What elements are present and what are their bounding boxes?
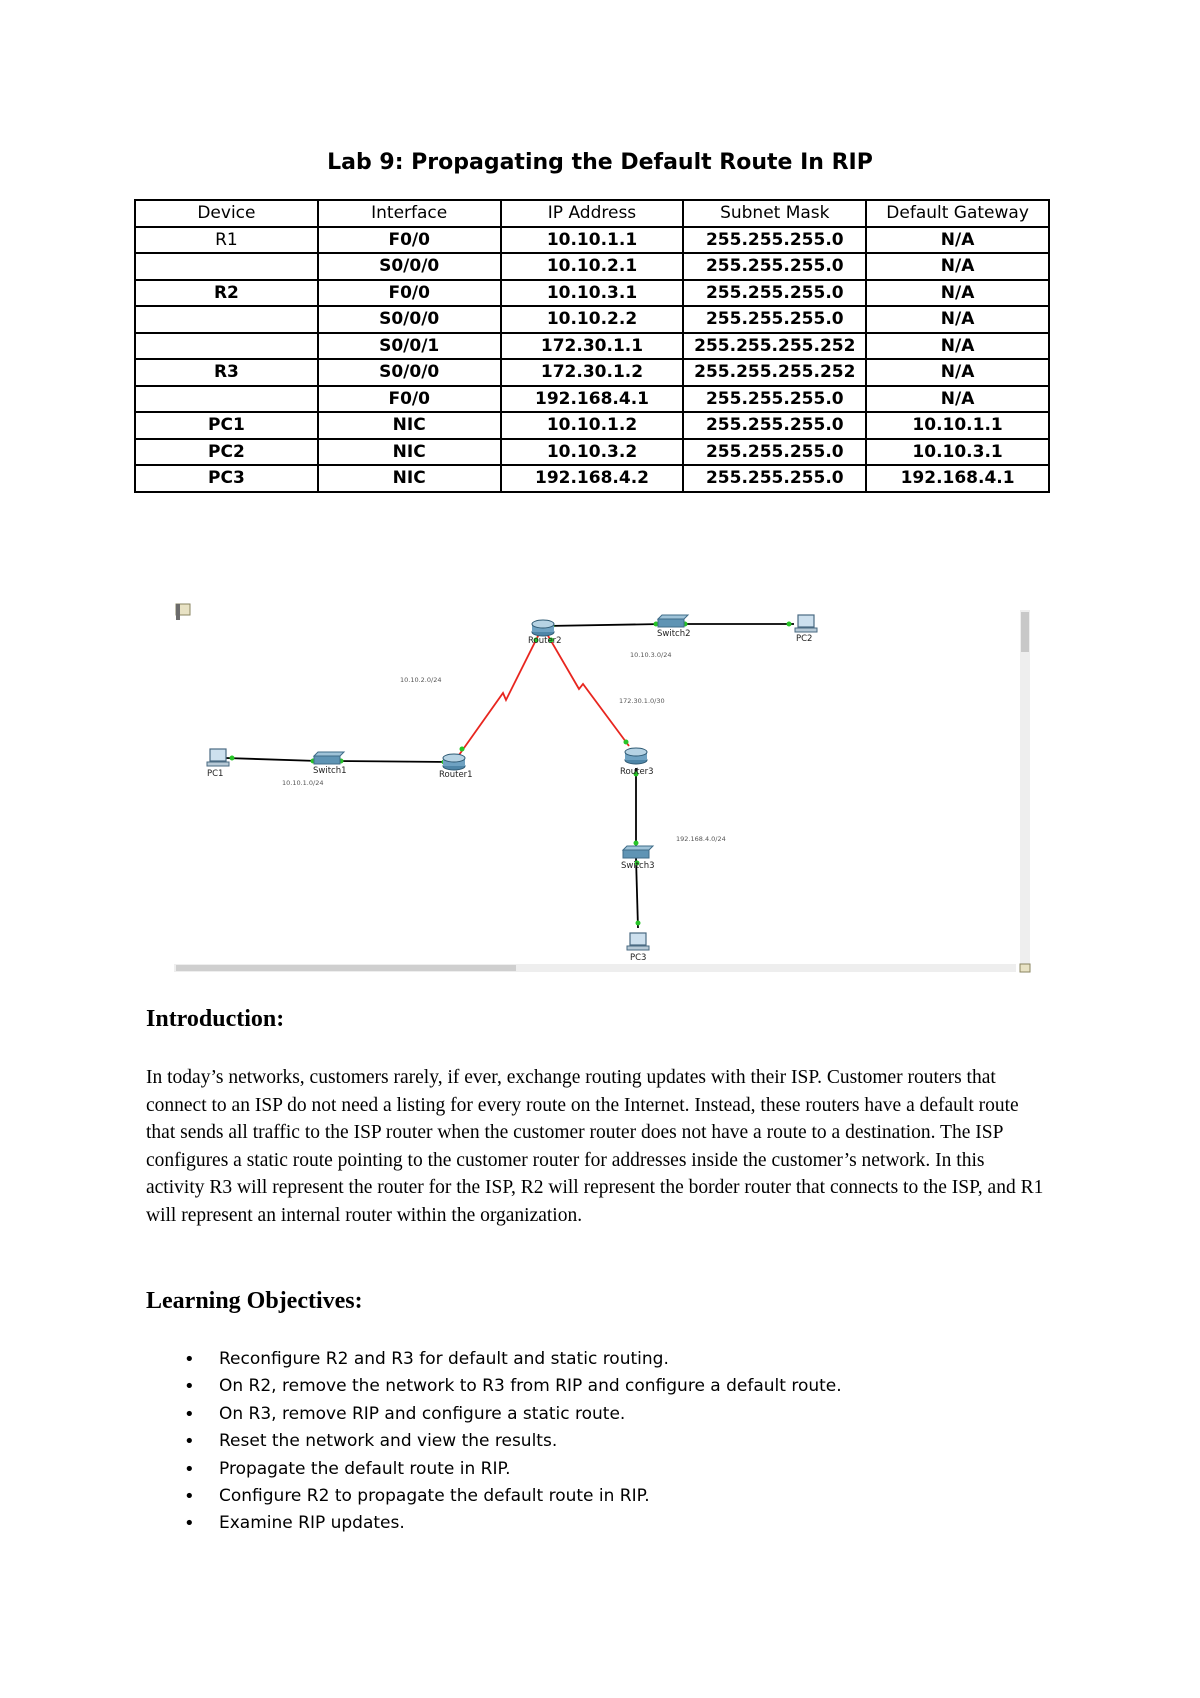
cell-device: R3 <box>135 359 318 386</box>
list-item: • On R2, remove the network to R3 from RIP and configure a default route. <box>146 1373 1046 1400</box>
cell-interface: S0/0/0 <box>318 253 501 280</box>
cell-ip: 10.10.1.2 <box>501 412 684 439</box>
label-switch2: Switch2 <box>657 629 691 639</box>
list-item: • Reset the network and view the results. <box>146 1428 1046 1455</box>
header-interface: Interface <box>318 200 501 227</box>
table-row <box>135 280 1049 307</box>
label-lan1: 10.10.1.0/24 <box>282 779 324 787</box>
cell-ip: 10.10.3.2 <box>501 439 684 466</box>
table-row <box>135 386 1049 413</box>
network-topology-diagram <box>174 598 1032 974</box>
list-item: • Reconfigure R2 and R3 for default and static routing. <box>146 1346 1046 1373</box>
cell-device: R2 <box>135 280 318 307</box>
cell-gateway: 10.10.3.1 <box>866 439 1049 466</box>
addressing-table <box>134 199 1050 493</box>
cell-device: PC1 <box>135 412 318 439</box>
table-header-row <box>135 200 1049 227</box>
table-row <box>135 439 1049 466</box>
router2-icon[interactable] <box>532 620 554 636</box>
cell-gateway: 192.168.4.1 <box>866 465 1049 492</box>
label-switch1: Switch1 <box>313 766 347 776</box>
cell-ip: 172.30.1.1 <box>501 333 684 360</box>
page-title: Lab 9: Propagating the Default Route In RIP <box>327 150 873 175</box>
link-switch1-router1 <box>336 761 450 762</box>
router1-icon[interactable] <box>443 754 465 770</box>
cell-ip: 10.10.2.1 <box>501 253 684 280</box>
label-pc1: PC1 <box>207 769 224 779</box>
cell-mask: 255.255.255.252 <box>683 359 866 386</box>
label-switch3: Switch3 <box>621 861 655 871</box>
cell-gateway: N/A <box>866 333 1049 360</box>
cell-interface: NIC <box>318 412 501 439</box>
cell-device <box>135 386 318 413</box>
cell-interface: S0/0/0 <box>318 306 501 333</box>
cell-mask: 255.255.255.0 <box>683 465 866 492</box>
cell-device <box>135 306 318 333</box>
label-pc2: PC2 <box>796 634 813 644</box>
pc1-icon[interactable] <box>207 749 229 766</box>
cell-gateway: N/A <box>866 280 1049 307</box>
resize-grip-icon <box>1020 964 1030 972</box>
pc3-icon[interactable] <box>627 933 649 950</box>
cell-device: R1 <box>135 227 318 254</box>
header-ip-address: IP Address <box>501 200 684 227</box>
cell-ip: 10.10.1.1 <box>501 227 684 254</box>
list-item: • Propagate the default route in RIP. <box>146 1456 1046 1483</box>
vertical-scrollbar[interactable] <box>1020 610 1030 966</box>
label-serial-r2-r3: 172.30.1.0/30 <box>619 697 665 705</box>
introduction-paragraph: In today’s networks, customers rarely, if ever, exchange routing updates with their ISP. Customer routers that connect to an ISP do not need a listing for every route on the Internet. Instead, these routers have a default route that sends all traffic to the ISP router when the customer router does not have a route to a destination. The ISP configures a static route pointing to the customer router for addresses inside the customer’s network. In this activity R3 will represent the router for the ISP, R2 will represent the border router that connects to the ISP, and R1 will represent an internal router within the organization. <box>146 1067 1044 1226</box>
cell-gateway: N/A <box>866 227 1049 254</box>
cell-gateway: N/A <box>866 253 1049 280</box>
router3-icon[interactable] <box>625 748 647 764</box>
list-item: • On R3, remove RIP and configure a static route. <box>146 1401 1046 1428</box>
table-row <box>135 412 1049 439</box>
cell-interface: S0/0/0 <box>318 359 501 386</box>
table-row <box>135 359 1049 386</box>
list-item: • Examine RIP updates. <box>146 1510 1046 1537</box>
label-router3: Router3 <box>620 767 654 777</box>
cell-device <box>135 333 318 360</box>
label-lan2: 10.10.3.0/24 <box>630 651 672 659</box>
label-router1: Router1 <box>439 770 473 780</box>
cell-mask: 255.255.255.0 <box>683 227 866 254</box>
list-item: • Configure R2 to propagate the default route in RIP. <box>146 1483 1046 1510</box>
cell-mask: 255.255.255.0 <box>683 280 866 307</box>
introduction-heading: Introduction: <box>146 1006 285 1032</box>
header-device: Device <box>135 200 318 227</box>
cell-ip: 10.10.3.1 <box>501 280 684 307</box>
cell-device: PC2 <box>135 439 318 466</box>
cell-interface: F0/0 <box>318 386 501 413</box>
cell-mask: 255.255.255.0 <box>683 253 866 280</box>
cell-gateway: 10.10.1.1 <box>866 412 1049 439</box>
horizontal-scrollbar[interactable] <box>174 964 1016 972</box>
pc2-icon[interactable] <box>795 615 817 632</box>
cell-ip: 192.168.4.1 <box>501 386 684 413</box>
cell-gateway: N/A <box>866 386 1049 413</box>
switch1-icon[interactable] <box>314 752 344 764</box>
cell-ip: 172.30.1.2 <box>501 359 684 386</box>
table-row <box>135 465 1049 492</box>
cell-interface: F0/0 <box>318 227 501 254</box>
cell-mask: 255.255.255.0 <box>683 386 866 413</box>
table-row <box>135 333 1049 360</box>
table-row <box>135 306 1049 333</box>
cell-ip: 10.10.2.2 <box>501 306 684 333</box>
cell-mask: 255.255.255.0 <box>683 439 866 466</box>
cell-interface: F0/0 <box>318 280 501 307</box>
table-row <box>135 253 1049 280</box>
label-lan3: 192.168.4.0/24 <box>676 835 726 843</box>
cell-mask: 255.255.255.0 <box>683 412 866 439</box>
label-pc3: PC3 <box>630 953 647 963</box>
header-default-gateway: Default Gateway <box>866 200 1049 227</box>
header-subnet-mask: Subnet Mask <box>683 200 866 227</box>
switch3-icon[interactable] <box>623 846 653 858</box>
cell-gateway: N/A <box>866 359 1049 386</box>
table-row <box>135 227 1049 254</box>
cell-interface: S0/0/1 <box>318 333 501 360</box>
objectives-heading: Learning Objectives: <box>146 1288 363 1314</box>
cell-ip: 192.168.4.2 <box>501 465 684 492</box>
cell-interface: NIC <box>318 465 501 492</box>
label-router2: Router2 <box>528 636 562 646</box>
objectives-list <box>146 1346 1046 1538</box>
switch2-icon[interactable] <box>658 615 688 627</box>
cell-mask: 255.255.255.0 <box>683 306 866 333</box>
label-serial-r1-r2: 10.10.2.0/24 <box>400 676 442 684</box>
cell-interface: NIC <box>318 439 501 466</box>
cell-device: PC3 <box>135 465 318 492</box>
cell-gateway: N/A <box>866 306 1049 333</box>
cell-mask: 255.255.255.252 <box>683 333 866 360</box>
introduction-body <box>146 1064 1046 1229</box>
cell-device <box>135 253 318 280</box>
